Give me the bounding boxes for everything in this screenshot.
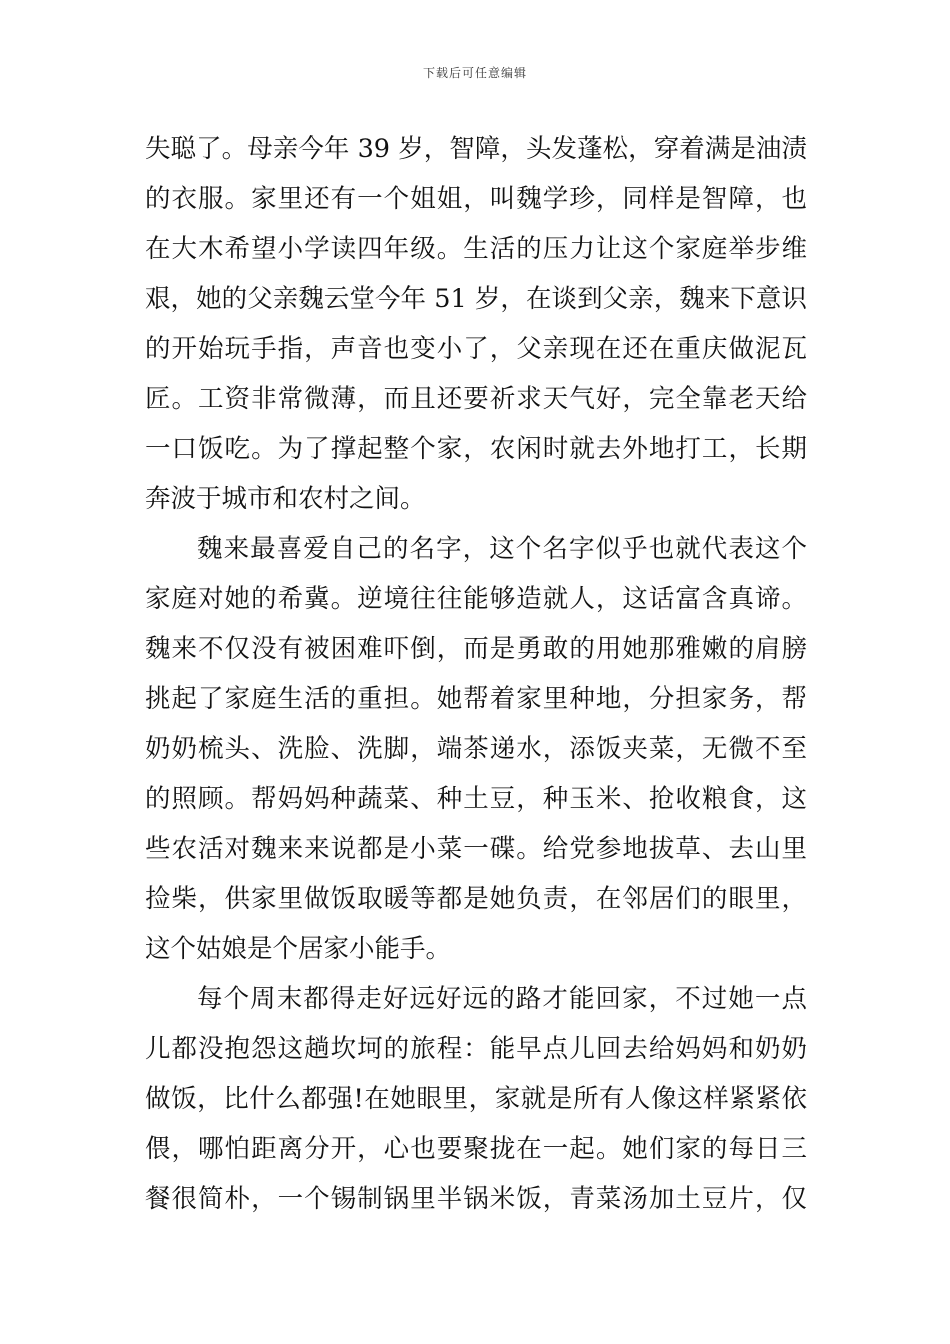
- text-line: 偎，哪怕距离分开，心也要聚拢在一起。她们家的每日三: [145, 1134, 807, 1164]
- text-line: 奔波于城市和农村之间。: [145, 484, 426, 514]
- text-line: 些农活对魏来来说都是小菜一碟。给党参地拔草、去山里: [145, 834, 807, 864]
- text-line: 的衣服。家里还有一个姐姐，叫魏学珍，同样是智障，也: [145, 184, 807, 214]
- text-line: 奶奶梳头、洗脸、洗脚，端茶递水，添饭夹菜，无微不至: [145, 734, 807, 764]
- text-line: 的照顾。帮妈妈种蔬菜、种土豆，种玉米、抢收粮食，这: [145, 784, 807, 814]
- text-line: 这个姑娘是个居家小能手。: [145, 934, 452, 964]
- text-line: 餐很简朴，一个锡制锅里半锅米饭，青菜汤加土豆片，仅: [145, 1184, 807, 1214]
- text-line: 魏来最喜爱自己的名字，这个名字似乎也就代表这个: [197, 534, 807, 564]
- page-header: 下载后可任意编辑: [422, 66, 527, 80]
- text-line: 艰，她的父亲魏云堂今年 51 岁，在谈到父亲，魏来下意识: [145, 284, 807, 314]
- paragraph-1: [145, 124, 807, 524]
- text-line: 儿都没抱怨这趟坎坷的旅程：能早点儿回去给妈妈和奶奶: [145, 1034, 807, 1064]
- text-line: 匠。工资非常微薄，而且还要祈求天气好，完全靠老天给: [145, 384, 807, 414]
- text-line: 做饭，比什么都强!在她眼里，家就是所有人像这样紧紧依: [145, 1084, 807, 1114]
- text-line: 的开始玩手指，声音也变小了，父亲现在还在重庆做泥瓦: [145, 334, 807, 364]
- text-line: 魏来不仅没有被困难吓倒，而是勇敢的用她那雅嫩的肩膀: [145, 634, 807, 664]
- text-line: 挑起了家庭生活的重担。她帮着家里种地，分担家务，帮: [145, 684, 807, 714]
- text-line: 一口饭吃。为了撑起整个家，农闲时就去外地打工，长期: [145, 434, 807, 464]
- paragraph-2: [145, 524, 807, 974]
- text-line: 每个周末都得走好远好远的路才能回家，不过她一点: [197, 984, 807, 1014]
- text-line: 在大木希望小学读四年级。生活的压力让这个家庭举步维: [145, 234, 807, 264]
- text-line: 捡柴，供家里做饭取暖等都是她负责，在邻居们的眼里，: [145, 884, 807, 914]
- body-text: [145, 124, 807, 1224]
- text-line: 失聪了。母亲今年 39 岁，智障，头发蓬松，穿着满是油渍: [145, 134, 807, 164]
- text-line: 家庭对她的希冀。逆境往往能够造就人，这话富含真谛。: [145, 584, 807, 614]
- paragraph-3: [145, 974, 807, 1224]
